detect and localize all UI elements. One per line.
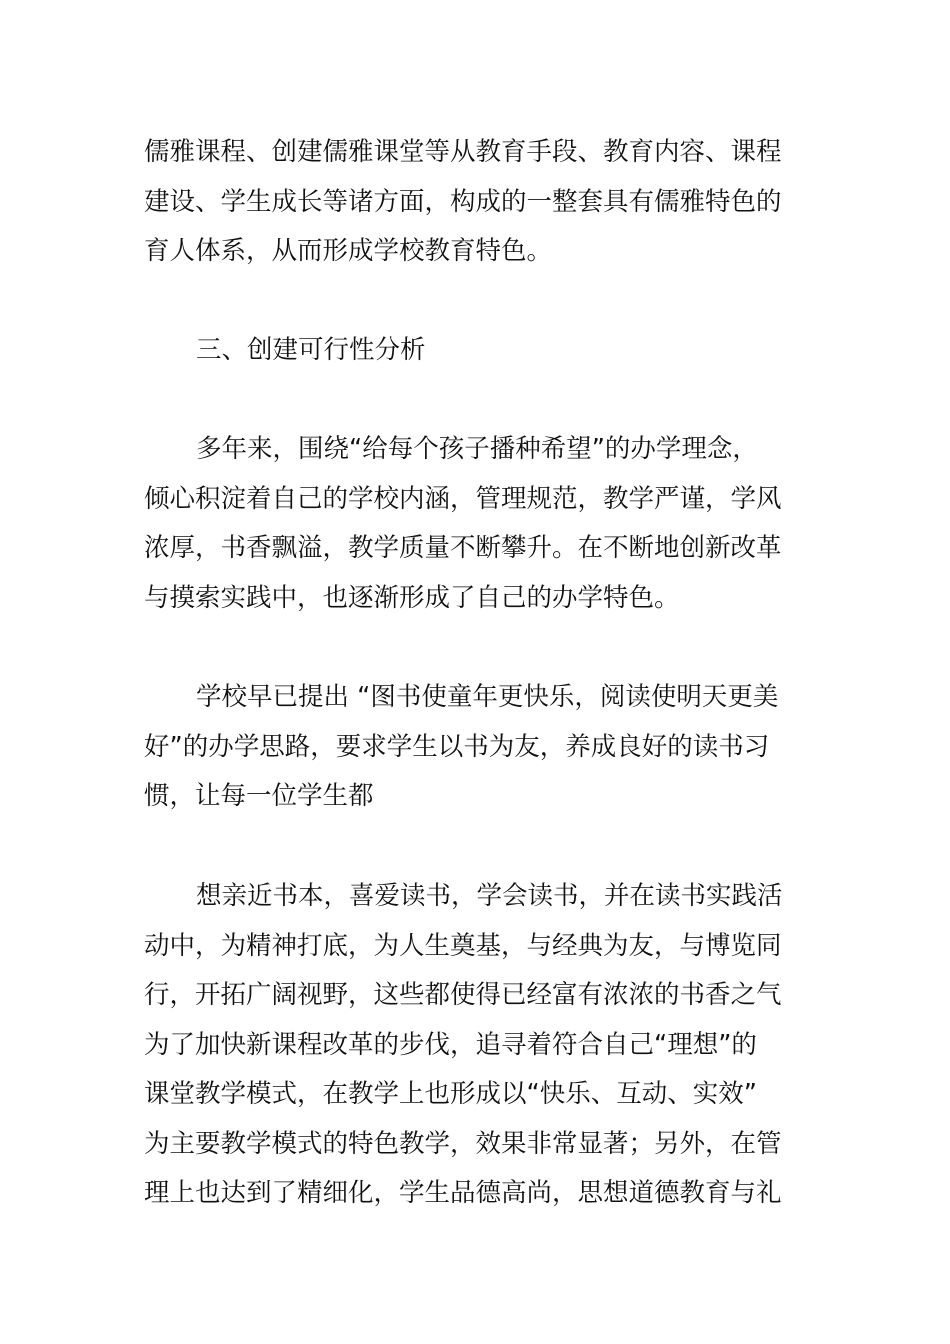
paragraph-line: 理上也达到了精细化，学生品德高尚，思想道德教育与礼 <box>144 1178 782 1208</box>
paragraph-line: 行，开拓广阔视野，这些都使得已经富有浓浓的书香之气 <box>144 980 782 1010</box>
section-heading-block <box>144 326 812 376</box>
paragraph-line: 惯，让每一位学生都 <box>144 781 374 811</box>
section-heading: 三、创建可行性分析 <box>196 335 426 365</box>
paragraph-line: 育人体系，从而形成学校教育特色。 <box>144 236 553 266</box>
paragraph-line: 儒雅课程、创建儒雅课堂等从教育手段、教育内容、课程 <box>144 137 782 167</box>
paragraph-line: 想亲近书本，喜爱读书，学会读书，并在读书实践活 <box>196 881 783 911</box>
paragraph-1 <box>144 425 812 623</box>
paragraph-line: 好”的办学思路，要求学生以书为友，养成良好的读书习 <box>144 731 770 762</box>
paragraph-line: 为主要教学模式的特色教学，效果非常显著；另外，在管 <box>144 1128 782 1159</box>
paragraph-line: 动中，为精神打底，为人生奠基，与经典为友，与博览同 <box>144 930 782 961</box>
paragraph-line: 为了加快新课程改革的步伐，追寻着符合自己“理想”的 <box>144 1029 757 1060</box>
paragraph-2 <box>144 673 812 822</box>
intro-paragraph <box>144 128 812 277</box>
paragraph-line: 建设、学生成长等诸方面，构成的一整套具有儒雅特色的 <box>144 186 782 217</box>
paragraph-line: 倾心积淀着自己的学校内涵，管理规范，教学严谨，学风 <box>144 483 782 514</box>
paragraph-line: 多年来，围绕“给每个孩子播种希望”的办学理念， <box>196 434 758 464</box>
paragraph-line: 学校早已提出 “图书使童年更快乐，阅读使明天更美 <box>196 682 779 712</box>
paragraph-line: 浓厚，书香飘溢，教学质量不断攀升。在不断地创新改革 <box>144 533 782 563</box>
paragraph-line: 课堂教学模式，在教学上也形成以“快乐、互动、实效” <box>144 1079 757 1109</box>
paragraph-line: 与摸索实践中，也逐渐形成了自己的办学特色。 <box>144 582 680 613</box>
paragraph-3 <box>144 872 812 1219</box>
